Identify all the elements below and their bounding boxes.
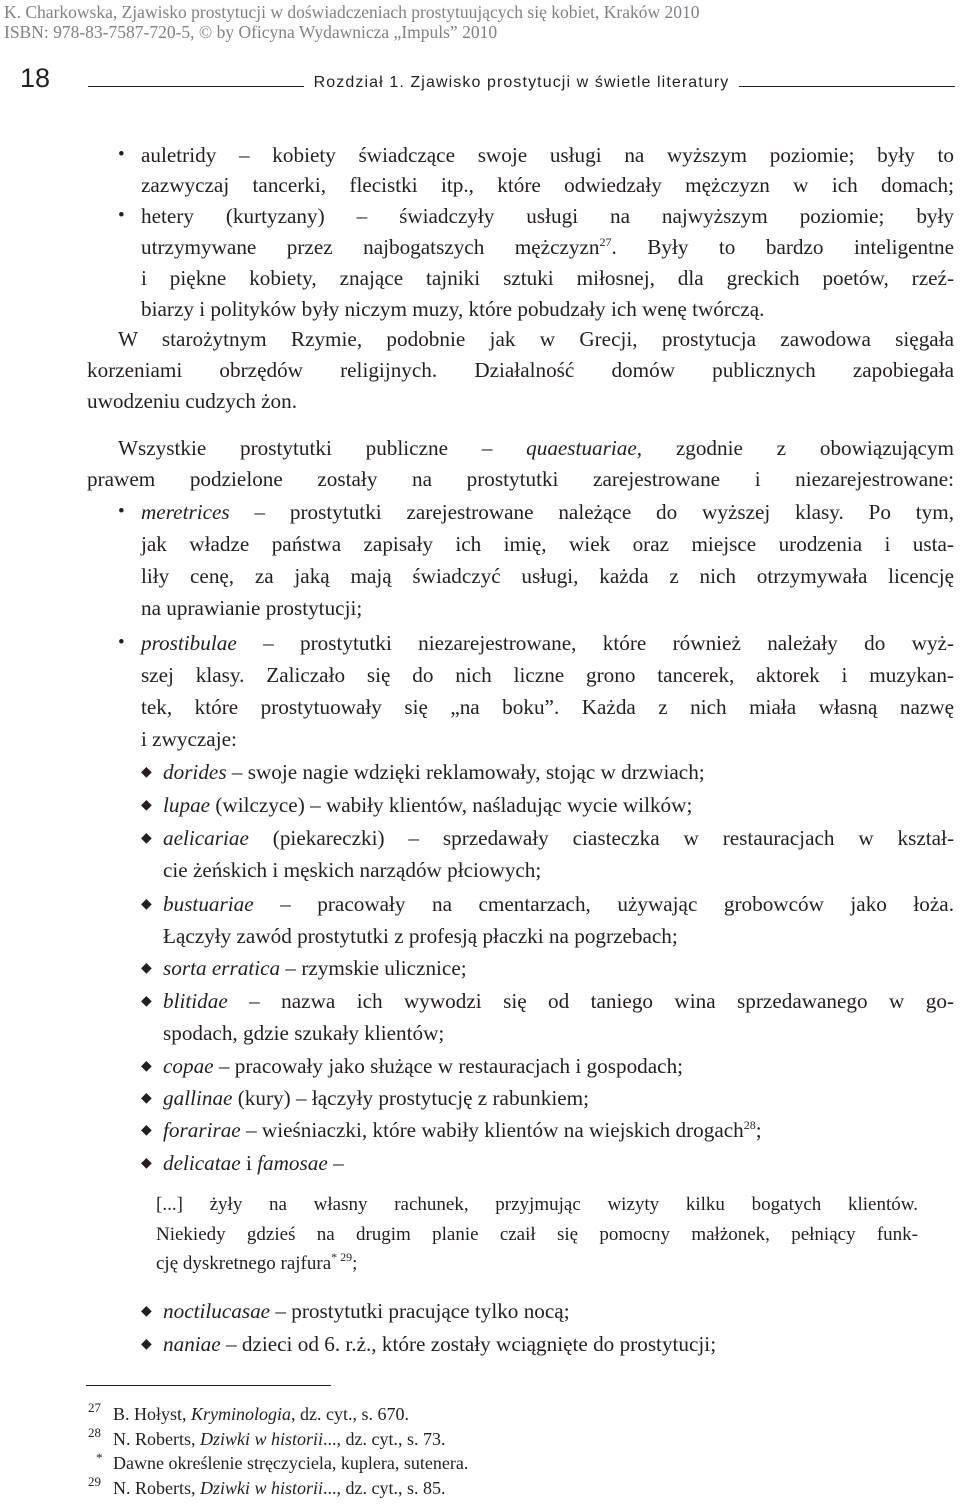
- title-italic: Dziwki w historii: [200, 1478, 324, 1498]
- footnote-number: *: [96, 1450, 103, 1465]
- term-italic: dorides: [163, 760, 227, 784]
- footnote-ref-29: * 29: [331, 1250, 353, 1264]
- text-line: [163, 1296, 570, 1326]
- text-run: – pracowały na cmentarzach, używając grobowców jako łoża.: [253, 892, 954, 916]
- text-line: [163, 1051, 683, 1081]
- text-run: –: [327, 1151, 344, 1175]
- term-italic: copae: [163, 1054, 214, 1078]
- text-line: [163, 790, 692, 820]
- text-line: [118, 433, 954, 463]
- text-line: [163, 1083, 589, 1113]
- text-line: [141, 497, 954, 527]
- text-line: i zwyczaje:: [141, 727, 237, 751]
- term-italic: blitidae: [163, 989, 228, 1013]
- text-run: utrzymywane przez najbogatszych mężczyzn: [141, 235, 600, 259]
- diamond-bullet-icon: ◆: [141, 797, 152, 813]
- text-run: B. Hołyst,: [113, 1404, 192, 1424]
- text-line: spodach, gdzie szukały klientów;: [163, 1021, 445, 1045]
- quote-line: [156, 1249, 357, 1279]
- term-italic: aelicariae: [163, 826, 249, 850]
- text-run: N. Roberts,: [113, 1429, 200, 1449]
- text-line: [141, 232, 954, 262]
- text-line: auletridy – kobiety świadczące swoje usługi na wyższym poziomie; były to: [141, 143, 954, 167]
- text-line: [141, 628, 954, 658]
- diamond-bullet-icon: ◆: [141, 993, 152, 1009]
- text-run: (piekareczki) – sprzedawały ciasteczka w restauracjach w kształ-: [248, 826, 954, 850]
- text-run: – pracowały jako służące w restauracjach i gospodach;: [213, 1054, 684, 1078]
- text-line: [163, 953, 467, 983]
- text-run: . Były to bardzo inteligentne: [611, 235, 954, 259]
- footnote-text: [113, 1428, 446, 1450]
- footnote-ref-27: 27: [599, 235, 612, 249]
- title-italic: Kryminologia: [191, 1404, 292, 1424]
- term-italic: bustuariae: [163, 892, 254, 916]
- text-line: W starożytnym Rzymie, podobnie jak w Grecji, prostytucja zawodowa sięgała: [118, 327, 954, 351]
- footnote-text: [113, 1452, 468, 1474]
- text-line: [163, 889, 954, 919]
- diamond-bullet-icon: ◆: [141, 1336, 152, 1352]
- diamond-bullet-icon: ◆: [141, 764, 152, 780]
- text-run: ;: [755, 1118, 762, 1142]
- text-run: ..., dz. cyt., s. 85.: [323, 1478, 446, 1498]
- text-line: liły cenę, za jaką mają świadczyć usługi, każda z nich otrzymywała licencję: [141, 564, 954, 588]
- watermark-line-2: ISBN: 978-83-7587-720-5, © by Oficyna Wydawnicza „Impuls” 2010: [4, 22, 498, 42]
- watermark-line-1: K. Charkowska, Zjawisko prostytucji w doświadczeniach prostytuujących się kobiet, Kraków 2010: [4, 2, 700, 22]
- text-run: – rzymskie ulicznice;: [280, 956, 467, 980]
- text-run: – swoje nagie wdzięki reklamowały, stojąc w drzwiach;: [226, 760, 705, 784]
- text-line: i piękne kobiety, znające tajniki sztuki miłosnej, dla greckich poetów, rzeź-: [141, 266, 954, 290]
- text-line: szej klasy. Zaliczało się do nich liczne grono tancerek, aktorek i muzykan-: [141, 663, 954, 687]
- text-line: [163, 1115, 762, 1145]
- diamond-bullet-icon: ◆: [141, 1058, 152, 1074]
- title-italic: Dziwki w historii: [200, 1429, 324, 1449]
- text-line: korzeniami obrzędów religijnych. Działalność domów publicznych zapobiegała: [87, 358, 954, 382]
- text-line: tek, które prostytuowały się „na boku”. Każda z nich miała własną nazwę: [141, 695, 954, 719]
- footnote-text: [113, 1477, 446, 1499]
- text-run: – dzieci od 6. r.ż., które zostały wciągnięte do prostytucji;: [220, 1332, 717, 1356]
- term-italic: noctilucasae: [163, 1299, 271, 1323]
- bullet-icon: •: [118, 501, 125, 522]
- term-italic: meretrices: [141, 500, 230, 524]
- footnote-text: [113, 1403, 409, 1425]
- term-italic: naniae: [163, 1332, 221, 1356]
- text-line: [163, 1329, 716, 1359]
- term-italic: forarirae: [163, 1118, 241, 1142]
- watermark-citation: [4, 2, 699, 42]
- footnote-ref-28: 28: [743, 1118, 756, 1132]
- term-italic: gallinae: [163, 1086, 233, 1110]
- footnote-number: 28: [88, 1425, 101, 1440]
- text-line: cie żeńskich i męskich narządów płciowych;: [163, 858, 542, 882]
- footnote-separator: [86, 1385, 331, 1386]
- text-line: na uprawianie prostytucji;: [141, 596, 363, 620]
- bullet-icon: •: [118, 205, 125, 226]
- header-rule-left: [88, 86, 304, 87]
- text-run: – nazwa ich wywodzi się od taniego wina sprzedawanego w go-: [227, 989, 954, 1013]
- text-line: hetery (kurtyzany) – świadczyły usługi na najwyższym poziomie; były: [141, 204, 954, 228]
- running-title: Rozdział 1. Zjawisko prostytucji w świetle literatury: [313, 74, 730, 91]
- text-line: zazwyczaj tancerki, flecistki itp., które odwiedzały mężczyzn w ich domach;: [141, 173, 954, 197]
- term-italic: lupae: [163, 793, 211, 817]
- term-italic: sorta erratica: [163, 956, 281, 980]
- text-run: Dawne określenie stręczyciela, kuplera, sutenera.: [113, 1453, 469, 1473]
- term-italic: prostibulae: [141, 631, 237, 655]
- term-italic: quaestuariae: [526, 436, 637, 460]
- quote-line: Niekiedy gdzieś na drugim planie czaił się pomocny małżonek, pełniący funk-: [156, 1224, 918, 1245]
- term-italic: delicatae: [163, 1151, 241, 1175]
- text-run: i: [240, 1151, 258, 1175]
- text-line: uwodzeniu cudzych żon.: [87, 389, 298, 413]
- diamond-bullet-icon: ◆: [141, 1303, 152, 1319]
- text-run: cję dyskretnego rajfura: [156, 1253, 332, 1274]
- text-line: jak władze państwa zapisały ich imię, wiek oraz miejsce urodzenia i usta-: [141, 532, 954, 556]
- text-run: – prostytutki niezarejestrowane, które również należały do wyż-: [236, 631, 954, 655]
- text-run: , zgodnie z obowiązującym: [636, 436, 954, 460]
- text-run: , dz. cyt., s. 670.: [291, 1404, 410, 1424]
- text-line: prawem podzielone zostały na prostytutki zarejestrowane i niezarejestrowane:: [87, 467, 954, 491]
- text-run: Wszystkie prostytutki publiczne –: [118, 436, 527, 460]
- text-run: N. Roberts,: [113, 1478, 200, 1498]
- text-run: – prostytutki zarejestrowane należące do wyższej klasy. Po tym,: [229, 500, 954, 524]
- diamond-bullet-icon: ◆: [141, 1090, 152, 1106]
- diamond-bullet-icon: ◆: [141, 1155, 152, 1171]
- text-line: [163, 757, 705, 787]
- quote-line: [...] żyły na własny rachunek, przyjmując wizyty kilku bogatych klientów.: [156, 1194, 918, 1215]
- text-run: ;: [352, 1253, 358, 1274]
- text-run: ..., dz. cyt., s. 73.: [323, 1429, 446, 1449]
- diamond-bullet-icon: ◆: [141, 1122, 152, 1138]
- diamond-bullet-icon: ◆: [141, 896, 152, 912]
- text-line: [163, 1148, 344, 1178]
- page-number: 18: [20, 63, 51, 93]
- text-run: (wilczyce) – wabiły klientów, naśladując wycie wilków;: [210, 793, 693, 817]
- diamond-bullet-icon: ◆: [141, 960, 152, 976]
- text-line: [163, 823, 954, 853]
- text-line: [163, 986, 954, 1016]
- term-italic: famosae: [257, 1151, 328, 1175]
- header-rule-right: [739, 86, 955, 87]
- text-run: – wieśniaczki, które wabiły klientów na wiejskich drogach: [240, 1118, 744, 1142]
- text-run: – prostytutki pracujące tylko nocą;: [270, 1299, 570, 1323]
- bullet-icon: •: [118, 632, 125, 653]
- running-header: [88, 64, 955, 92]
- bullet-icon: •: [118, 144, 125, 165]
- text-line: biarzy i polityków były niczym muzy, które pobudzały ich wenę twórczą.: [141, 297, 765, 321]
- text-line: Łączyły zawód prostytutki z profesją płaczki na pogrzebach;: [163, 924, 678, 948]
- diamond-bullet-icon: ◆: [141, 830, 152, 846]
- footnote-number: 27: [88, 1400, 101, 1415]
- text-run: (kury) – łączyły prostytucję z rabunkiem;: [232, 1086, 589, 1110]
- footnote-number: 29: [88, 1474, 101, 1489]
